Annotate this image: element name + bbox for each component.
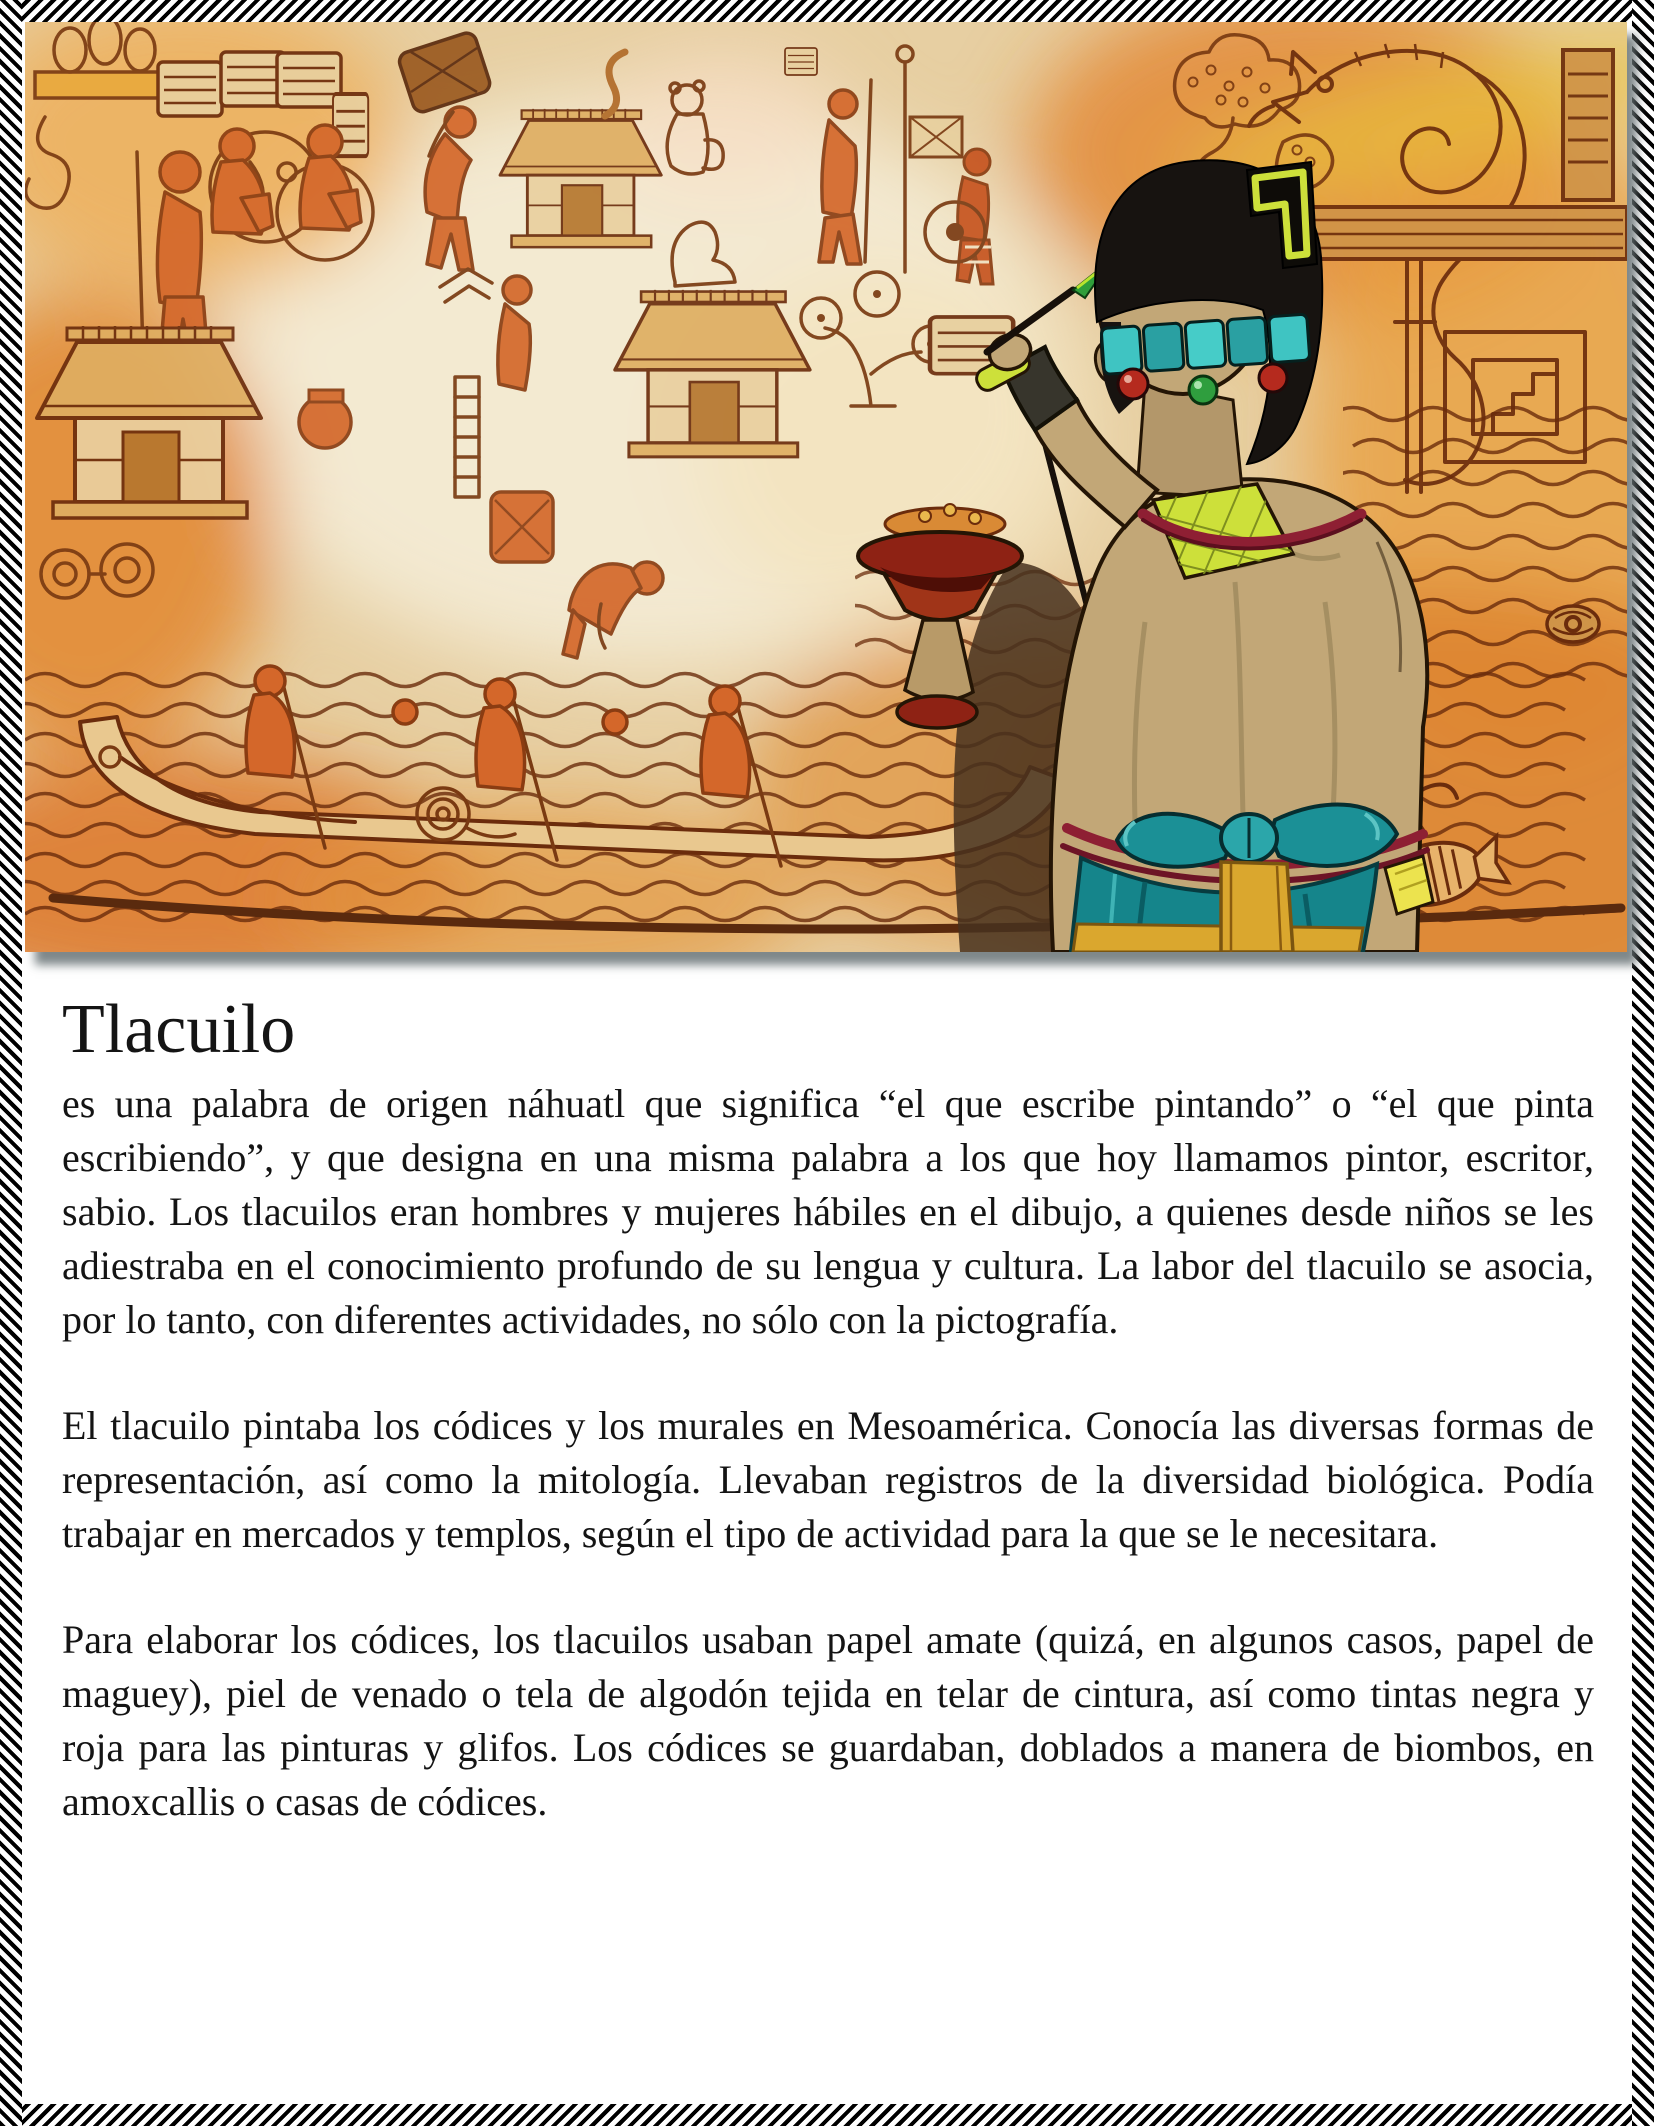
article (62, 991, 1594, 1829)
hatched-border-right (1632, 0, 1654, 2126)
hatched-border-top (0, 0, 1654, 22)
paragraph-materials: Para elaborar los códices, los tlacuilos usaban papel amate (quizá, en algunos casos, papel de maguey), piel de venado o tela de algodón tejida en telar de cintura, así como tintas negra y roja para las pinturas y glifos. Los códices se guardaban, doblados a manera de biombos, en amoxcallis o casas de códices. (62, 1617, 1594, 1825)
hatched-border-left (0, 0, 22, 2126)
paragraph-intro: es una palabra de origen náhuatl que significa “el que escribe pintando” o “el que pinta escribiendo”, y que designa en una misma palabra a los que hoy llamamos pintor, escritor, sabio. Los tlacuilos eran hombres y mujeres hábiles en el dibujo, a quienes desde niños se les adiestraba en el conocimiento profundo de su lengua y cultura. La labor del tlacuilo se asocia, por lo tanto, con diferentes actividades, no sólo con la pictografía. (62, 1081, 1594, 1343)
page-title: Tlacuilo (62, 991, 296, 1068)
hatched-border-bottom (0, 2104, 1654, 2126)
tlacuilo-illustration (25, 22, 1627, 952)
paragraph-work: El tlacuilo pintaba los códices y los murales en Mesoamérica. Conocía las diversas formas de representación, así como la mitología. Llevaban registros de la diversidad biológica. Podía trabajar en mercados y templos, según el tipo de actividad para la que se le necesitara. (62, 1403, 1594, 1557)
